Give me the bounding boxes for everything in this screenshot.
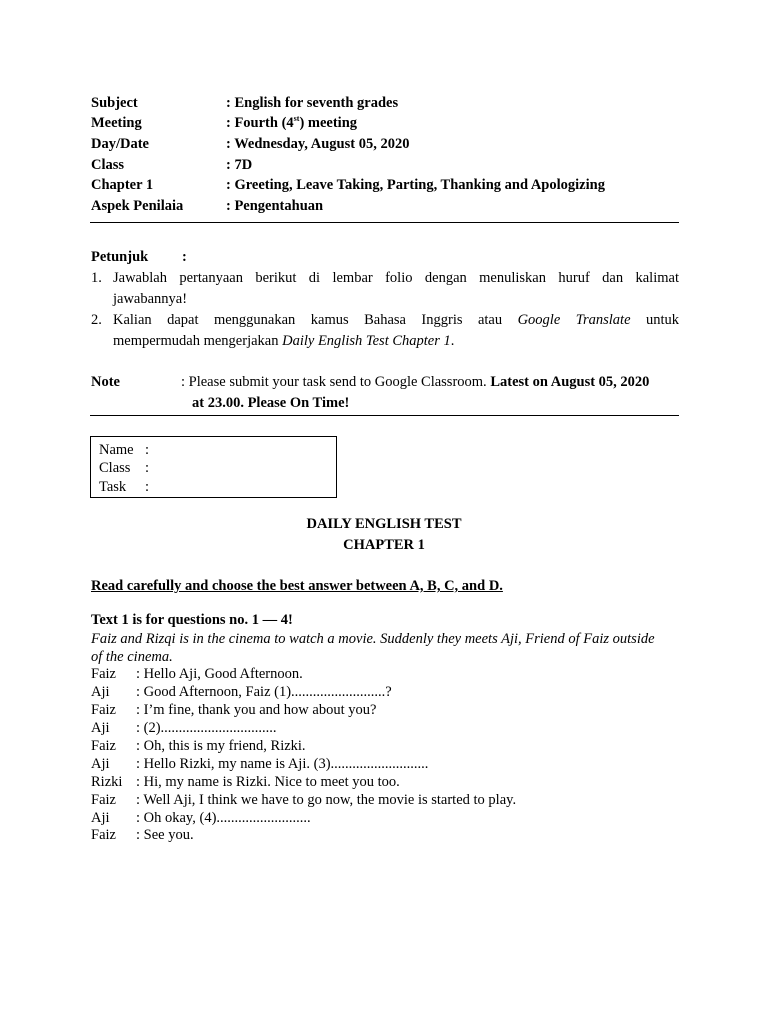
utterance: : Good Afternoon, Faiz (1)..........................? bbox=[136, 684, 392, 701]
class-field bbox=[99, 460, 149, 477]
utterance: : Hi, my name is Rizki. Nice to meet you too. bbox=[136, 773, 400, 790]
instruction-item-1 bbox=[91, 268, 679, 310]
dialog bbox=[91, 666, 516, 845]
speaker: Aji bbox=[91, 720, 110, 737]
dialog-line bbox=[91, 702, 516, 720]
story-line: Faiz and Rizqi is in the cinema to watch a movie. Suddenly they meets Aji, Friend of Faiz outside bbox=[91, 631, 655, 647]
utterance: : Oh okay, (4).......................... bbox=[136, 809, 311, 826]
field-label: Task bbox=[99, 479, 127, 495]
dialog-line bbox=[91, 827, 516, 845]
info-label: Aspek Penilaia bbox=[91, 197, 184, 214]
divider bbox=[90, 222, 679, 223]
info-row-subject bbox=[91, 93, 605, 114]
task-field bbox=[99, 479, 149, 496]
utterance: : Hello Rizki, my name is Aji. (3)........................... bbox=[136, 755, 429, 772]
instruction-number: 2. bbox=[91, 312, 102, 328]
utterance: : I’m fine, thank you and how about you? bbox=[136, 702, 377, 719]
dialog-line bbox=[91, 791, 516, 809]
instruction-line bbox=[113, 333, 454, 349]
petunjuk-title: Petunjuk bbox=[91, 249, 149, 265]
info-label: Class bbox=[91, 156, 125, 173]
name-field bbox=[99, 442, 149, 459]
test-chapter: CHAPTER 1 bbox=[343, 537, 425, 553]
field-colon: : bbox=[145, 442, 150, 458]
note-deadline-time: at 23.00. Please On Time! bbox=[192, 395, 350, 411]
field-colon: : bbox=[145, 460, 150, 476]
info-row-date bbox=[91, 134, 605, 155]
info-label: Day/Date bbox=[91, 135, 149, 152]
info-row-aspek bbox=[91, 196, 605, 217]
instruction-text: mempermudah mengerjakan bbox=[113, 333, 283, 349]
info-value-prefix: : Fourth (4 bbox=[226, 115, 294, 132]
utterance: : Oh, this is my friend, Rizki. bbox=[136, 738, 306, 754]
info-label: Subject bbox=[91, 94, 138, 111]
note-deadline: Latest on August 05, 2020 bbox=[490, 374, 650, 390]
speaker: Faiz bbox=[91, 827, 116, 844]
note-block bbox=[91, 372, 679, 414]
instruction-italic: Daily English Test Chapter 1 bbox=[282, 333, 451, 349]
dialog-line bbox=[91, 720, 516, 738]
petunjuk-heading bbox=[91, 249, 187, 266]
info-value: : Wednesday, August 05, 2020 bbox=[226, 135, 410, 152]
instruction-heading: Read carefully and choose the best answer between A, B, C, and D. bbox=[91, 578, 503, 594]
info-value: : Pengentahuan bbox=[226, 197, 324, 214]
info-value: : 7D bbox=[226, 156, 253, 173]
text1-heading: Text 1 is for questions no. 1 — 4! bbox=[91, 612, 293, 628]
instruction-text: . bbox=[450, 333, 455, 349]
speaker: Aji bbox=[91, 684, 110, 701]
speaker: Aji bbox=[91, 755, 110, 772]
speaker: Faiz bbox=[91, 791, 116, 808]
utterance: : (2)................................ bbox=[136, 720, 277, 737]
instruction-text: Kalian dapat menggunakan kamus Bahasa Inggris atau bbox=[113, 312, 518, 328]
info-value: : Greeting, Leave Taking, Parting, Thanking and Apologizing bbox=[226, 177, 605, 194]
speaker: Faiz bbox=[91, 666, 116, 683]
info-row-class bbox=[91, 155, 605, 176]
info-label: Chapter 1 bbox=[91, 177, 154, 194]
story-line: of the cinema. bbox=[91, 649, 173, 665]
utterance: : See you. bbox=[136, 827, 194, 844]
student-info-box bbox=[90, 436, 337, 498]
instruction-italic: Google Translate bbox=[517, 312, 631, 328]
info-value-sup: st bbox=[293, 114, 300, 124]
instruction-item-2 bbox=[91, 310, 679, 352]
test-title: DAILY ENGLISH TEST bbox=[306, 516, 462, 532]
info-row-chapter bbox=[91, 175, 605, 196]
speaker: Rizki bbox=[91, 773, 123, 790]
field-label: Class bbox=[99, 460, 131, 476]
info-row-meeting bbox=[91, 114, 605, 135]
field-label: Name bbox=[99, 442, 134, 458]
dialog-line bbox=[91, 755, 516, 773]
dialog-line bbox=[91, 666, 516, 684]
dialog-line bbox=[91, 738, 516, 756]
story-intro bbox=[91, 630, 679, 666]
field-colon: : bbox=[145, 479, 150, 495]
dialog-line bbox=[91, 809, 516, 827]
dialog-line bbox=[91, 684, 516, 702]
instruction-line: jawabannya! bbox=[113, 291, 188, 307]
speaker: Faiz bbox=[91, 702, 116, 719]
utterance: : Hello Aji, Good Afternoon. bbox=[136, 666, 303, 683]
speaker: Aji bbox=[91, 809, 110, 826]
info-label: Meeting bbox=[91, 115, 142, 132]
info-value bbox=[226, 115, 357, 132]
divider bbox=[90, 415, 679, 416]
header-info bbox=[91, 93, 605, 217]
note-text: : Please submit your task send to Google Classroom. bbox=[181, 374, 491, 390]
dialog-line bbox=[91, 773, 516, 791]
instruction-line bbox=[113, 310, 679, 331]
instruction-text: untuk bbox=[630, 312, 680, 328]
instruction-line: Jawablah pertanyaan berikut di lembar folio dengan menuliskan huruf dan kalimat bbox=[113, 270, 679, 286]
instruction-number: 1. bbox=[91, 270, 102, 286]
utterance: : Well Aji, I think we have to go now, the movie is started to play. bbox=[136, 791, 517, 808]
petunjuk-colon: : bbox=[182, 249, 187, 265]
speaker: Faiz bbox=[91, 738, 116, 754]
note-label: Note bbox=[91, 374, 120, 390]
info-value: : English for seventh grades bbox=[226, 94, 399, 111]
info-value-suffix: ) meeting bbox=[299, 115, 358, 132]
